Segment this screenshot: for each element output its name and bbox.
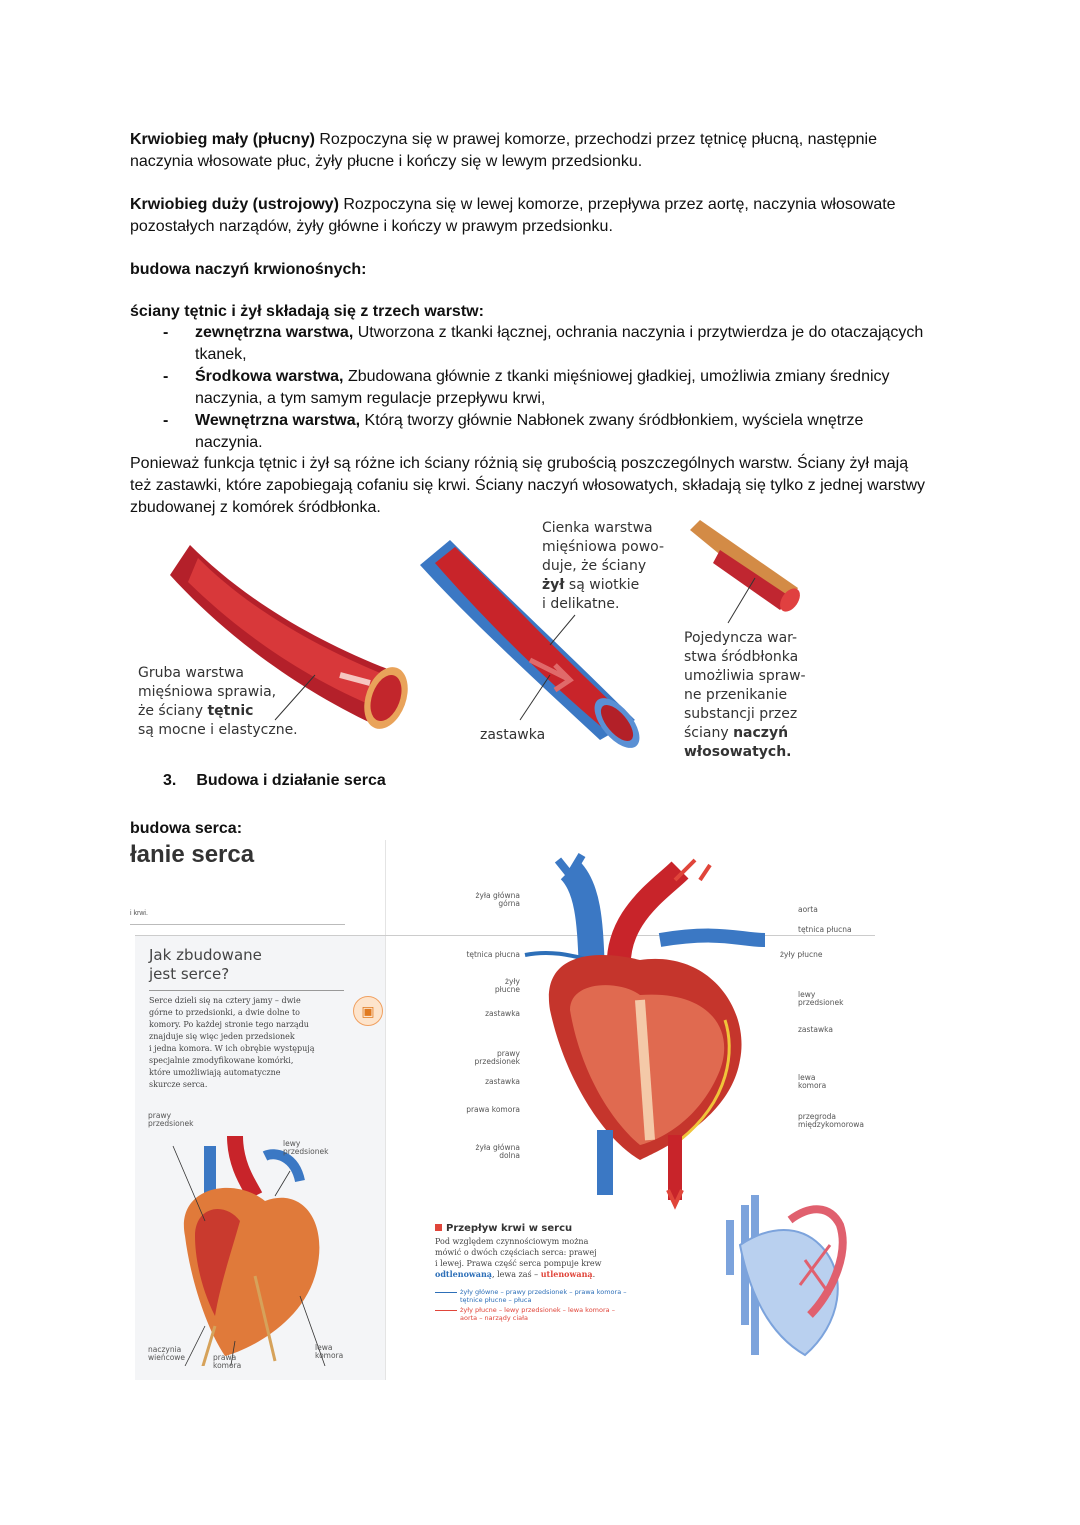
capillary-illustration xyxy=(680,518,810,628)
label-left-ventricle: lewa komora xyxy=(315,1343,344,1360)
layers-list xyxy=(130,322,950,454)
heart-flow-schematic xyxy=(710,1185,875,1365)
label-right-ventricle-large: prawa komora xyxy=(466,1105,520,1114)
paragraph-pulmonary-circulation: Krwiobieg mały (płucny) Rozpoczyna się w prawej komorze, przechodzi przez tętnicę płucną, następnie naczynia włosowate płuc, żyły płucne i kończy się w lewym przedsionku. xyxy=(130,131,877,170)
label-aorta: aorta xyxy=(798,905,818,914)
capillary-caption: Pojedyncza war- stwa śródbłonka umożliwia spraw- ne przenikanie substancji przez ściany naczyń włosowatych. xyxy=(684,630,806,760)
divider xyxy=(130,924,345,925)
box-text: Serce dzieli się na cztery jamy – dwie górne to przedsionki, a dwie dolne to komory. Po każdej stronie tego narządu znajduje się więc jeden przedsionek i jedna komora. W ich obrębie występują specjalnie zmodyfikowane komórki, które umożliwiają automatyczne skurcze serca. xyxy=(149,996,315,1089)
book-title-fragment: łanie serca xyxy=(130,841,255,868)
box-title: Jak zbudowane jest serce? xyxy=(149,946,262,983)
artery-caption: Gruba warstwa mięśniowa sprawia, że ściany tętnic są mocne i elastyczne. xyxy=(138,665,298,738)
label-right-atrium-large: prawy przedsionek xyxy=(474,1049,520,1066)
heading-three-layers: ściany tętnic i żył składają się z trzech warstw: xyxy=(130,303,484,320)
label-pulmonary-artery: tętnica płucna xyxy=(466,950,520,959)
paragraph-wall-differences: Ponieważ funkcja tętnic i żył są różne ich ściany różnią się grubością poszczególnych warstw. Ściany żył mają też zastawki, które zapobiegają cofaniu się krwi. Ściany naczyń włosowatych, składają się tylko z jednej warstwy zbudowanej z komórek śródbłonka. xyxy=(130,455,926,516)
flow-title: Przepływ krwi w sercu xyxy=(435,1222,675,1236)
flow-text: Pod względem czynnościowym można mówić o dwóch częściach serca: prawej i lewej. Prawa część serca pompuje krew odtlenowaną, lewa zaś – utlenowaną. xyxy=(435,1237,602,1279)
list-item: - Środkowa warstwa, Zbudowana głównie z tkanki mięśniowej gładkiej, umożliwia zmiany średnicy naczynia, a tym samym regulacje przepływu krwi, xyxy=(130,366,950,410)
label-pulmonary-veins-right: żyły płucne xyxy=(780,950,823,959)
media-icon[interactable]: ▣ xyxy=(353,996,383,1026)
label-pulmonary-veins: żyły płucne xyxy=(494,977,520,994)
large-heart-cross-section xyxy=(510,850,810,1220)
label-superior-vena-cava: żyła główna górna xyxy=(475,891,520,908)
label-left-atrium-large: lewy przedsionek xyxy=(798,990,844,1007)
list-item: - zewnętrzna warstwa, Utworzona z tkanki łącznej, ochrania naczynia i przytwierdza je do otaczających tkanek, xyxy=(130,322,950,366)
label-valve-right: zastawka xyxy=(798,1025,833,1034)
book-fragment-text: i krwi. xyxy=(130,910,148,917)
section-heading: 3. Budowa i działanie serca xyxy=(163,772,386,789)
flow-blue-path: żyły główne – prawy przedsionek – prawa komora – tętnice płucne – płuca xyxy=(435,1288,675,1304)
textbook-heart-page xyxy=(130,840,875,1380)
heading-heart-structure: budowa serca: xyxy=(130,820,243,837)
blood-flow-box xyxy=(435,1222,675,1322)
divider xyxy=(149,990,344,991)
valve-label: zastawka xyxy=(480,727,546,743)
list-item: - Wewnętrzna warstwa, Którą tworzy głównie Nabłonek zwany śródbłonkiem, wyściela wnętrze naczynia. xyxy=(130,410,950,454)
label-left-ventricle-large: lewa komora xyxy=(798,1073,827,1090)
label-inferior-vena-cava: żyła główna dolna xyxy=(475,1143,520,1160)
label-right-ventricle: prawa komora xyxy=(213,1353,242,1370)
vein-caption: Cienka warstwa mięśniowa powo- duje, że ściany żył są wiotkie i delikatne. xyxy=(542,520,665,612)
label-left-atrium: lewy przedsionek xyxy=(283,1139,329,1156)
small-heart-illustration xyxy=(155,1126,355,1366)
heading-vessel-structure: budowa naczyń krwionośnych: xyxy=(130,261,367,278)
label-pulmonary-artery-right: tętnica płucna xyxy=(798,925,852,934)
heart-info-box xyxy=(135,936,385,1380)
label-septum: przegroda międzykomorowa xyxy=(798,1112,864,1129)
divider xyxy=(385,840,386,1380)
label-coronary-vessels: naczynia wieńcowe xyxy=(148,1345,186,1362)
label-valve: zastawka xyxy=(485,1009,520,1018)
label-valve: zastawka xyxy=(485,1077,520,1086)
paragraph-systemic-circulation: Krwiobieg duży (ustrojowy) Rozpoczyna się w lewej komorze, przepływa przez aortę, naczynia włosowate pozostałych narządów, żyły główne i kończy w prawym przedsionku. xyxy=(130,196,896,235)
label-right-atrium: prawy przedsionek xyxy=(148,1111,194,1128)
flow-red-path: żyły płucne – lewy przedsionek – lewa komora – aorta – narządy ciała xyxy=(435,1306,675,1322)
